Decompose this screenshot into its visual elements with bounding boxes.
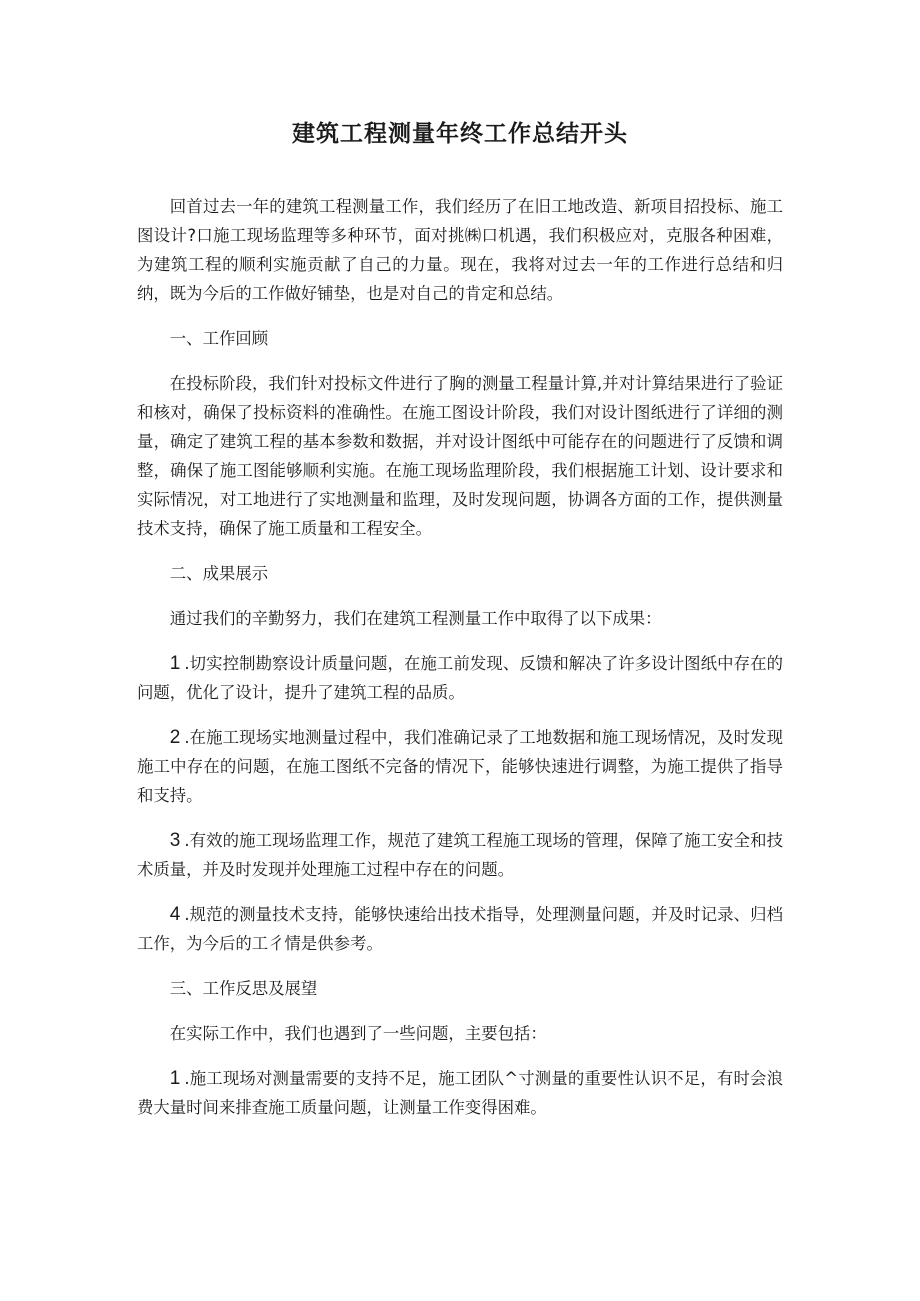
list-item <box>137 649 783 707</box>
list-item-number: 2 <box>169 727 181 748</box>
document-title: 建筑工程测量年终工作总结开头 <box>292 121 628 147</box>
list-item-number: 4 <box>169 904 181 925</box>
list-item-text: .在施工现场实地测量过程中，我们准确记录了工地数据和施工现场情况，及时发现施工中存在的问题，在施工图纸不完备的情况下，能够快速进行调整，为施工提供了指导和支持。 <box>137 728 783 805</box>
section-heading-achievements: 二、成果展示 <box>169 564 269 583</box>
list-item-number: 3 <box>169 830 181 851</box>
list-item <box>137 1064 783 1122</box>
list-item-text: .施工现场对测量需要的支持不足，施工团队^寸测量的重要性认识不足，有时会浪费大量时间来排查施工质量问题，让测量工作变得困难。 <box>137 1069 783 1117</box>
list-item <box>137 826 783 884</box>
list-item <box>137 723 783 810</box>
achievements-lead: 通过我们的辛勤努力，我们在建筑工程测量工作中取得了以下成果： <box>169 609 662 628</box>
list-item <box>137 900 783 958</box>
reflection-lead: 在实际工作中，我们也遇到了一些问题，主要包括： <box>169 1024 547 1043</box>
intro-paragraph: 回首过去一年的建筑工程测量工作，我们经历了在旧工地改造、新项目招投标、施工图设计?口施工现场监理等多种环节，面对挑㈱口机遇，我们积极应对，克服各种困难，为建筑工程的顺利实施贡献了自己的力量。现在，我将对过去一年的工作进行总结和归纳，既为今后的工作做好铺垫，也是对自己的肯定和总结。 <box>137 197 783 303</box>
list-item-text: .切实控制勘察设计质量问题，在施工前发现、反馈和解决了许多设计图纸中存在的问题，优化了设计，提升了建筑工程的品质。 <box>137 654 783 702</box>
list-item-number: 1 <box>169 1068 181 1089</box>
review-paragraph: 在投标阶段，我们针对投标文件进行了胸的测量工程量计算,并对计算结果进行了验证和核对，确保了投标资料的准确性。在施工图设计阶段，我们对设计图纸进行了详细的测量，确定了建筑工程的基本参数和数据，并对设计图纸中可能存在的问题进行了反馈和调整，确保了施工图能够顺利实施。在施工现场监理阶段，我们根据施工计划、设计要求和实际情况，对工地进行了实地测量和监理，及时发现问题，协调各方面的工作，提供测量技术支持，确保了施工质量和工程安全。 <box>137 374 783 538</box>
list-item-text: .规范的测量技术支持，能够快速给出技术指导，处理测量问题，并及时记录、归档工作，为今后的工彳情是供参考。 <box>137 905 783 953</box>
section-heading-reflection: 三、工作反思及展望 <box>169 979 318 998</box>
list-item-number: 1 <box>169 653 181 674</box>
section-heading-review: 一、工作回顾 <box>169 329 269 348</box>
list-item-text: .有效的施工现场监理工作，规范了建筑工程施工现场的管理，保障了施工安全和技术质量，并及时发现并处理施工过程中存在的问题。 <box>137 831 783 879</box>
